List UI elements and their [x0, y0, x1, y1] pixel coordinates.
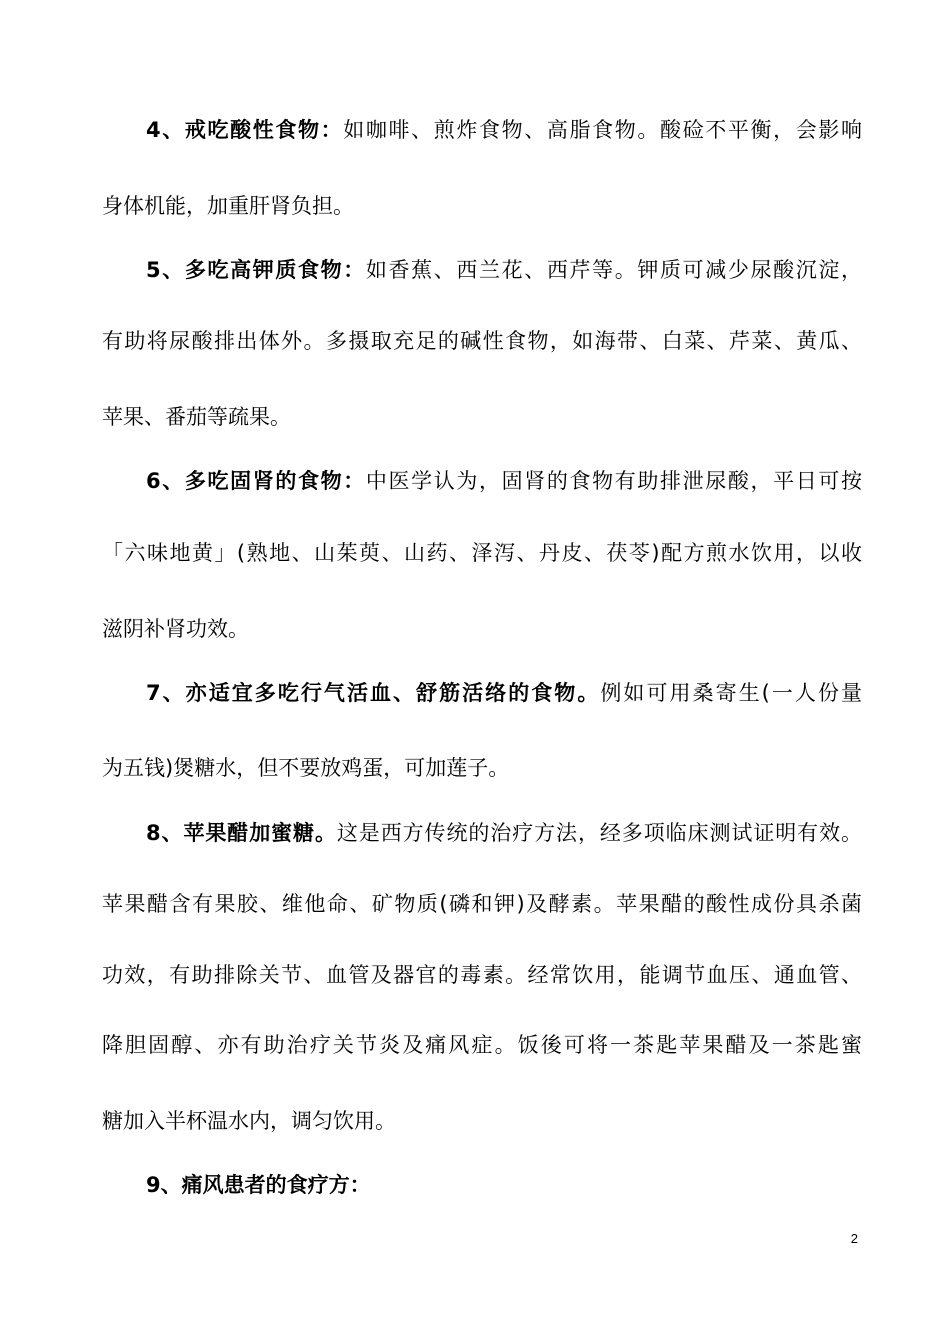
- paragraph-5-line-1: [146, 255, 862, 285]
- paragraph-4-line-2: 身体机能，加重肝肾负担。: [102, 194, 354, 218]
- paragraph-8-line-5: 糖加入半杯温水内，调匀饮用。: [102, 1109, 396, 1133]
- paragraph-8-line-1: [146, 818, 862, 848]
- paragraph-6-text: 中医学认为，固肾的食物有助排泄尿酸，平日可按: [365, 469, 862, 493]
- paragraph-8-text: 这是西方传统的治疗方法，经多项临床测试证明有效。: [336, 821, 862, 845]
- paragraph-9-heading: 9、痛风患者的食疗方：: [146, 1173, 371, 1197]
- paragraph-8-line-3: 功效，有助排除关节、血管及器官的毒素。经常饮用，能调节血压、通血管、: [102, 963, 862, 987]
- paragraph-5-line-3: 苹果、番茄等疏果。: [102, 405, 291, 429]
- paragraph-9-line-1: [146, 1170, 862, 1200]
- paragraph-7-heading: 7、亦适宜多吃行气活血、舒筋活络的食物。: [146, 681, 601, 705]
- paragraph-6-line-2: 「六味地黄」(熟地、山茱萸、山药、泽泻、丹皮、茯苓)配方煎水饮用，以收: [102, 541, 862, 565]
- paragraph-4-heading: 4、戒吃酸性食物：: [146, 118, 344, 142]
- paragraph-7-line-1: [146, 678, 862, 708]
- paragraph-5-line-2: 有助将尿酸排出体外。多摄取充足的碱性食物，如海带、白菜、芹菜、黄瓜、: [102, 329, 862, 353]
- paragraph-5-heading: 5、多吃高钾质食物：: [146, 258, 366, 282]
- paragraph-4-line-1: [146, 115, 862, 145]
- page-number: 2: [850, 1231, 858, 1246]
- paragraph-8-line-4: 降胆固醇、亦有助治疗关节炎及痛风症。饭後可将一茶匙苹果醋及一茶匙蜜: [102, 1033, 862, 1057]
- paragraph-8-line-2: 苹果醋含有果胶、维他命、矿物质(磷和钾)及酵素。苹果醋的酸性成份具杀菌: [102, 892, 862, 916]
- paragraph-5-text: 如香蕉、西兰花、西芹等。钾质可减少尿酸沉淀，: [365, 258, 862, 282]
- paragraph-7-text: 例如可用桑寄生(一人份量: [600, 681, 862, 705]
- paragraph-6-line-3: 滋阴补肾功效。: [102, 617, 249, 641]
- paragraph-6-heading: 6、多吃固肾的食物：: [146, 469, 366, 493]
- paragraph-4-text: 如咖啡、煎炸食物、高脂食物。酸硷不平衡，会影响: [343, 118, 862, 142]
- paragraph-8-heading: 8、苹果醋加蜜糖。: [146, 821, 337, 845]
- paragraph-7-line-2: 为五钱)煲糖水，但不要放鸡蛋，可加莲子。: [102, 756, 510, 780]
- paragraph-6-line-1: [146, 466, 862, 496]
